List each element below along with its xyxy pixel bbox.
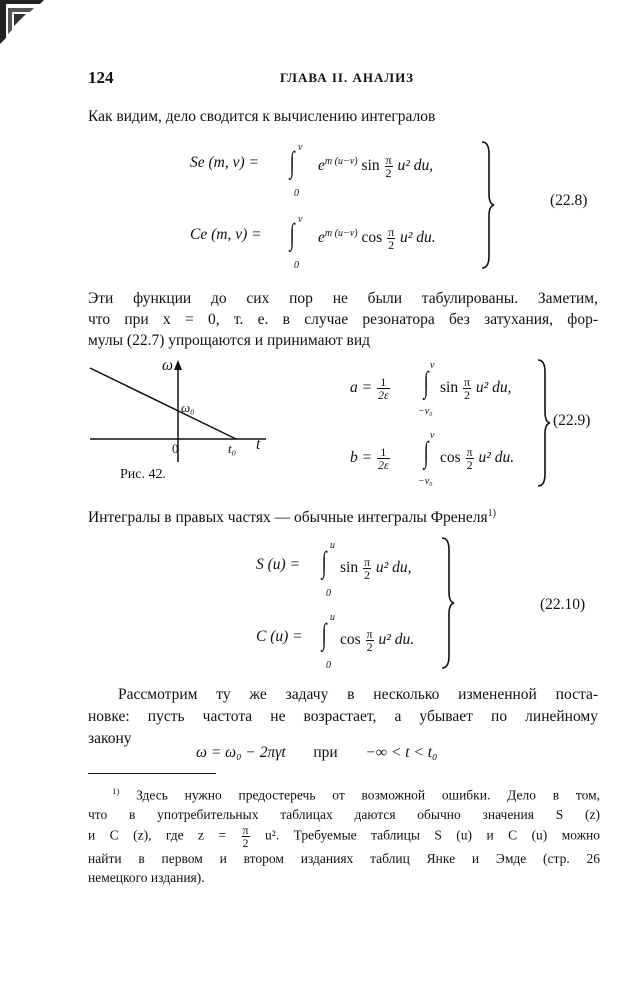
- upper-limit: v: [430, 430, 435, 441]
- lower-limit: 0: [294, 260, 299, 271]
- paragraph-2-line-2: что при x = 0, т. е. в случае резонатора без затухания, фор-: [88, 311, 598, 328]
- one-over-2eps: $\frac{1}{2\varepsilon}$: [377, 445, 389, 472]
- upper-limit: u: [330, 540, 335, 551]
- lower-limit: 0: [294, 188, 299, 199]
- eq-c-lhs: C (u) =: [256, 628, 303, 645]
- footnote-ref: 1): [487, 508, 497, 519]
- equation-number-22-10: (22.10): [540, 596, 586, 613]
- footnote-rule: [88, 773, 216, 774]
- pi-over-2: $\frac{\pi}{2}$: [242, 822, 249, 850]
- right-brace: [480, 140, 496, 270]
- pi-over-2: $\frac{\pi}{2}$: [366, 627, 373, 654]
- fig-label-zero: 0: [172, 441, 179, 456]
- running-head: ГЛАВА II. АНАЛИЗ: [280, 70, 415, 85]
- paragraph-2-line-3: мулы (22.7) упрощаются и принимают вид: [88, 332, 371, 349]
- integral-sign: ∫: [321, 546, 327, 579]
- footnote-mark: 1): [112, 786, 120, 796]
- eq-b-lhs: b =: [350, 449, 373, 467]
- footnote-line-1: Здесь нужно предостеречь от возможной ошибки. Дело в том,: [136, 787, 600, 803]
- fig-label-t0: t₀: [228, 441, 237, 456]
- footnote-line-3: [88, 824, 600, 849]
- lower-limit: 0: [326, 660, 331, 671]
- upper-limit: u: [330, 612, 335, 623]
- paragraph-1: Как видим, дело сводится к вычислению интегралов: [88, 108, 436, 125]
- footnote-line-2: что в употребительных таблицах даются обычно значения S (z): [88, 806, 600, 822]
- equation-number-22-8: (22.8): [550, 192, 588, 209]
- eq-ce-lhs: Ce (m, v) =: [190, 226, 262, 243]
- right-brace: [440, 536, 456, 670]
- eq-tail: u² du,: [397, 157, 434, 175]
- fig-label-omega0: ω₀: [181, 400, 195, 415]
- pi-over-2: $\frac{\pi}{2}$: [466, 445, 473, 472]
- sin-func: sin: [440, 379, 459, 397]
- integral-sign: ∫: [423, 366, 429, 399]
- paragraph-4-line-3: закону: [88, 730, 132, 747]
- fig-label-omega: ω: [162, 357, 173, 374]
- equation-22-9: [350, 358, 550, 488]
- pi-over-2: $\frac{\pi}{2}$: [388, 225, 395, 252]
- footnote-line-5: немецкого издания).: [88, 869, 205, 885]
- omega-axis-arrow: [174, 360, 182, 370]
- fig-label-t: t: [256, 436, 261, 453]
- eq-tail: u² du.: [400, 229, 436, 247]
- cos-func: cos: [340, 631, 361, 649]
- integral-sign: ∫: [289, 218, 295, 251]
- equation-22-10: [256, 536, 456, 670]
- upper-limit: v: [298, 214, 303, 225]
- exp-base: e: [318, 157, 325, 175]
- equation-omega: [196, 744, 437, 762]
- cos-func: cos: [440, 449, 461, 467]
- footnote: [88, 782, 600, 887]
- corner-ornament: [0, 0, 44, 44]
- pi-over-2: $\frac{\pi}{2}$: [463, 375, 471, 402]
- page-number: 124: [88, 68, 114, 87]
- lower-limit: −v₀: [418, 476, 433, 487]
- upper-limit: v: [430, 360, 435, 371]
- equation-22-8: [190, 140, 500, 270]
- eq-tail: u² du,: [475, 379, 512, 397]
- omega-rhs: −∞ < t < t₀: [365, 744, 438, 761]
- eq-se-lhs: Se (m, v) =: [190, 154, 259, 171]
- frequency-line: [90, 368, 236, 439]
- footnote-line-3b: u². Требуемые таблицы S (u) и C (u) можно: [265, 827, 600, 843]
- right-brace: [536, 358, 552, 488]
- pi-over-2: $\frac{\pi}{2}$: [363, 555, 371, 582]
- lower-limit: 0: [326, 588, 331, 599]
- exp-base: e: [318, 229, 325, 247]
- exp-power: m (u−v): [324, 227, 358, 239]
- lower-limit: −v₀: [418, 406, 433, 417]
- sin-func: sin: [340, 559, 359, 577]
- paragraph-3: [88, 503, 496, 528]
- integral-sign: ∫: [321, 618, 327, 651]
- one-over-2eps: $\frac{1}{2\varepsilon}$: [377, 375, 389, 402]
- paragraph-3-text: Интегралы в правых частях — обычные интегралы Френеля: [88, 509, 488, 527]
- omega-mid: при: [313, 744, 338, 761]
- equation-number-22-9: (22.9): [553, 412, 591, 429]
- eq-tail: u² du,: [375, 559, 412, 577]
- paragraph-4-line-1: Рассмотрим ту же задачу в несколько измененной поста-: [118, 686, 598, 703]
- integral-sign: ∫: [423, 436, 429, 469]
- paragraph-4-line-2: новке: пусть частота не возрастает, а убывает по линейному: [88, 708, 598, 725]
- eq-tail: u² du.: [378, 631, 415, 649]
- exp-power: m (u−v): [324, 155, 358, 167]
- eq-tail: u² du.: [478, 449, 515, 467]
- eq-s-lhs: S (u) =: [256, 556, 301, 573]
- integral-sign: ∫: [289, 146, 295, 179]
- paragraph-2-line-1: Эти функции до сих пор не были табулированы. Заметим,: [88, 290, 598, 307]
- footnote-line-4: найти в первом и втором изданиях таблиц Янке и Эмде (стр. 26: [88, 850, 600, 866]
- eq-a-lhs: a =: [350, 379, 373, 397]
- footnote-line-3a: и C (z), где z =: [88, 827, 227, 843]
- cos-func: cos: [361, 229, 383, 247]
- pi-over-2: $\frac{\pi}{2}$: [385, 153, 392, 180]
- omega-lhs: ω = ω₀ − 2πγt: [196, 744, 286, 761]
- sin-func: sin: [361, 157, 380, 175]
- upper-limit: v: [298, 142, 303, 153]
- figure-caption: Рис. 42.: [120, 467, 166, 482]
